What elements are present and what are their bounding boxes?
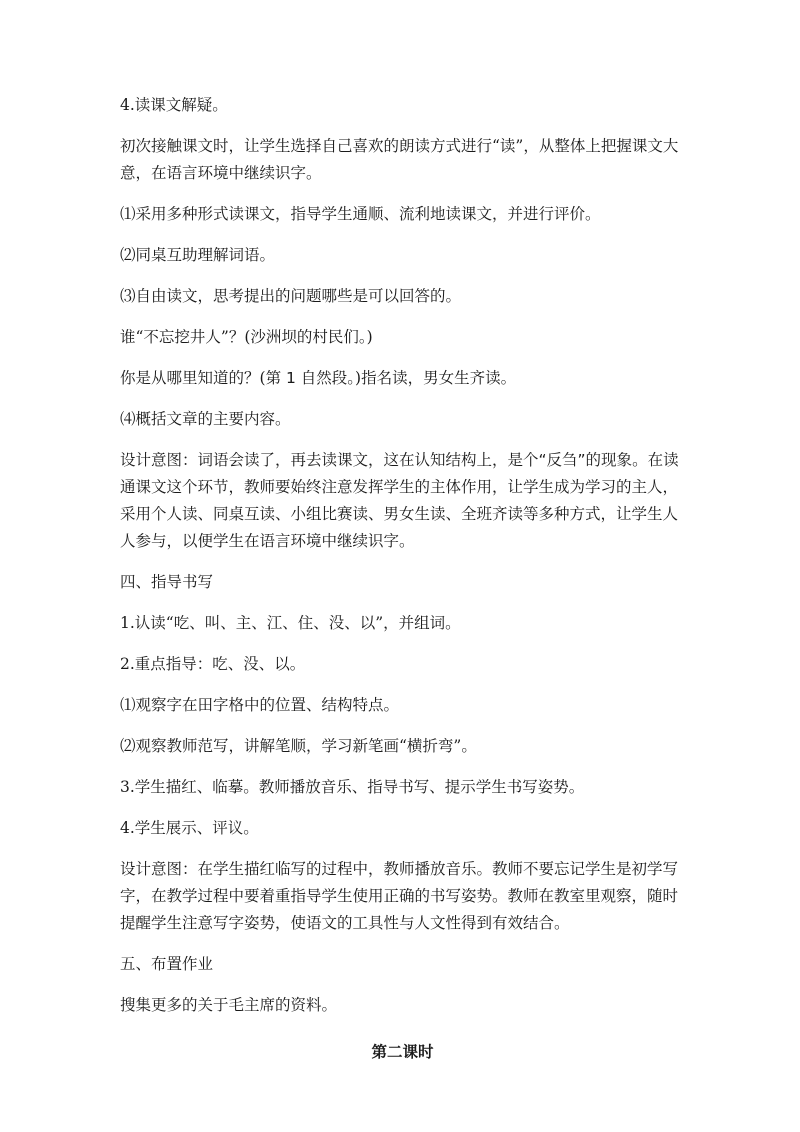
list-item: ⑶自由读文，思考提出的问题哪些是可以回答的。 — [120, 287, 462, 305]
list-item: 3.学生描红、临摹。教师播放音乐、指导书写、提示学生书写姿势。 — [120, 778, 585, 796]
answer-text: 沙洲坝的村民们。 — [250, 328, 367, 346]
question-text: 你是从哪里知道的？( — [120, 369, 266, 387]
paragraph: 搜集更多的关于毛主席的资料。 — [120, 996, 338, 1014]
question-line — [120, 324, 685, 351]
question-close: ) — [366, 328, 373, 346]
answer-text: 第 1 自然段。 — [265, 369, 356, 387]
question-tail: )指名读，男女生齐读。 — [355, 369, 517, 387]
section-heading: 五、布置作业 — [120, 955, 214, 973]
list-item: 1.认读“吃、叫、主、江、住、没、以”，并组词。 — [120, 614, 461, 632]
list-item: ⑵观察教师范写，讲解笔顺，学习新笔画“横折弯”。 — [120, 737, 477, 755]
design-intent-paragraph: 设计意图：在学生描红临写的过程中，教师播放音乐。教师不要忘记学生是初学写字，在教学过程中要着重指导学生使用正确的书写姿势。教师在教室里观察，随时提醒学生注意写字姿势，使语文的工具性与人文性得到有效结合。 — [120, 860, 679, 932]
list-item: ⑴观察字在田字格中的位置、结构特点。 — [120, 696, 400, 714]
section-heading: 四、指导书写 — [120, 573, 214, 591]
question-line — [120, 365, 685, 392]
list-item: ⑵同桌互助理解词语。 — [120, 246, 276, 264]
step-heading: 4.读课文解疑。 — [120, 96, 228, 114]
list-item: 4.学生展示、评议。 — [120, 819, 259, 837]
question-text: 谁“不忘挖井人”？( — [120, 328, 251, 346]
paragraph: 初次接触课文时，让学生选择自己喜欢的朗读方式进行“读”，从整体上把握课文大意，在语言环境中继续识字。 — [120, 137, 679, 182]
list-item: ⑴采用多种形式读课文，指导学生通顺、流利地读课文，并进行评价。 — [120, 205, 601, 223]
lesson-title: 第二课时 — [371, 1043, 434, 1061]
list-item: 2.重点指导：吃、没、以。 — [120, 655, 306, 673]
document-body — [120, 92, 685, 1066]
design-intent-paragraph: 设计意图：词语会读了，再去读课文，这在认知结构上，是个“反刍”的现象。在读通课文这个环节，教师要始终注意发挥学生的主体作用，让学生成为学习的主人，采用个人读、同桌互读、小组比赛读、男女生读、全班齐读等多种方式，让学生人人参与，以便学生在语言环境中继续识字。 — [120, 451, 679, 550]
list-item: ⑷概括文章的主要内容。 — [120, 410, 291, 428]
